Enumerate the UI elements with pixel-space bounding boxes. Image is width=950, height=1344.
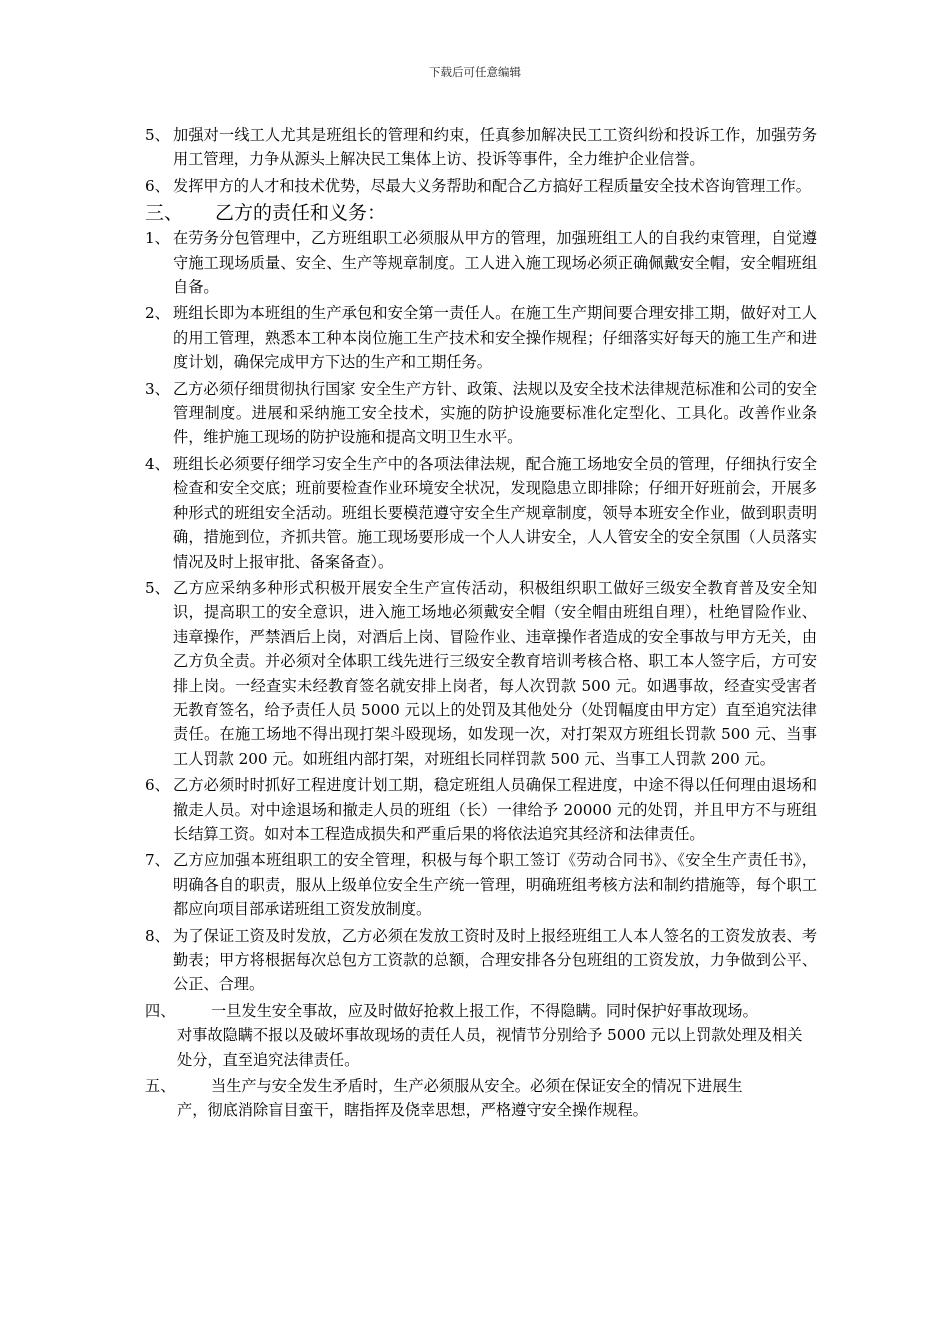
section-heading [145,200,817,226]
item-number: 2、 [145,304,170,323]
section-text-first-line: 一旦发生安全事故，应及时做好抢救上报工作，不得隐瞒。同时保护好事故现场。 [211,1001,758,1020]
section-four [145,999,817,1072]
item-text: 乙方应采纳多种形式积极开展安全生产宣传活动，积极组织职工做好三级安全教育普及安全知识，提高职工的安全意识，进入施工场地必须戴安全帽（安全帽由班组自理），杜绝冒险作业、违章操作，严禁酒后上岗，对酒后上岗、冒险作业、违章操作者造成的安全事故与甲方无关，由乙方负全责。并必须对全体职工线先进行三级安全教育培训考核合格、职工本人签字后，方可安排上岗。一经查实未经教育签名就安排上岗者，每人次罚款 500 元。如遇事故，经查实受害者无教育签名，给予责任人员 5000 元以上的处罚及其他处分（处罚幅度由甲方定）直至追究法律责任。在施工场地不得出现打架斗殴现场，如发现一次，对打架双方班组长罚款 500 元、当事工人罚款 200 元。如班组内部打架，对班组长同样罚款 500 元、当事工人罚款 200 元。 [173,578,817,768]
section-number: 四、 [145,1001,176,1020]
list-item [145,452,817,574]
section-number: 三、 [145,202,184,225]
item-number: 6、 [145,176,170,195]
list-item [145,174,817,198]
page-header: 下载后可任意编辑 [429,65,521,79]
item-text: 为了保证工资及时发放，乙方必须在发放工资时及时上报经班组工人本人签名的工资发放表、考勤表；甲方将根据每次总包方工资款的总额，合理安排各分包班组的工资发放，力争做到公平、公正、合理。 [173,926,817,994]
section-five [145,1074,817,1123]
item-number: 1、 [145,229,170,248]
list-item [145,848,817,921]
section-text: 对事故隐瞒不报以及破坏事故现场的责任人员，视情节分别给予 5000 元以上罚款处理及相关处分，直至追究法律责任。 [177,1026,803,1069]
item-text: 乙方必须仔细贯彻执行国家 安全生产方针、政策、法规以及安全技术法律规范标准和公司的安全管理制度。进展和采纳施工安全技术，实施的防护设施要标准化定型化、工具化。改善作业条件，维护施工现场的防护设施和提高文明卫生水平。 [173,379,817,447]
item-text: 乙方必须时时抓好工程进度计划工期，稳定班组人员确保工程进度，中途不得以任何理由退场和撤走人员。对中途退场和撤走人员的班组（长）一律给予 20000 元的处罚，并且甲方不与班组长结算工资。如对本工程造成损失和严重后果的将依法追究其经济和法律责任。 [173,776,817,843]
item-text: 乙方应加强本班组职工的安全管理，积极与每个职工签订《劳动合同书》、《安全生产责任书》，明确各自的职责，服从上级单位安全生产统一管理，明确班组考核方法和制约措施等，每个职工都应向项目部承诺班组工资发放制度。 [173,851,817,919]
list-item [145,123,817,172]
item-number: 8、 [145,926,170,945]
list-item [145,377,817,450]
section-text: 产，彻底消除盲目蛮干，瞎指挥及侥幸思想，严格遵守安全操作规程。 [177,1101,648,1120]
item-number: 6、 [145,776,170,795]
document-body [145,123,817,1125]
item-text: 加强对一线工人尤其是班组长的管理和约束，任真参加解决民工工资纠纷和投诉工作，加强劳务用工管理，力争从源头上解决民工集体上访、投诉等事件，全力维护企业信誉。 [173,126,817,169]
section-title: 乙方的责任和义务： [215,202,387,225]
item-text: 班组长必须要仔细学习安全生产中的各项法律法规，配合施工场地安全员的管理，仔细执行安全检查和安全交底；班前要检查作业环境安全状况，发现隐患立即排除；仔细开好班前会，开展多种形式的班组安全活动。班组长要模范遵守安全生产规章制度，领导本班安全作业，做到职责明确，措施到位，齐抓共管。施工现场要形成一个人人讲安全，人人管安全的安全氛围（人员落实情况及时上报审批、备案备查）。 [173,454,817,571]
section-text-first-line: 当生产与安全发生矛盾时，生产必须服从安全。必须在保证安全的情况下进展生 [211,1077,743,1096]
item-text: 班组长即为本班组的生产承包和安全第一责任人。在施工生产期间要合理安排工期，做好对工人的用工管理，熟悉本工种本岗位施工生产技术和安全操作规程；仔细落实好每天的施工生产和进度计划，确保完成甲方下达的生产和工期任务。 [173,304,817,372]
section-number: 五、 [145,1077,176,1096]
list-item [145,301,817,374]
item-number: 7、 [145,851,170,870]
list-item [145,924,817,997]
item-number: 3、 [145,379,170,398]
item-number: 4、 [145,454,170,473]
item-text: 发挥甲方的人才和技术优势，尽最大义务帮助和配合乙方搞好工程质量安全技术咨询管理工作。 [173,176,811,195]
item-number: 5、 [145,126,170,144]
item-text: 在劳务分包管理中，乙方班组职工必须服从甲方的管理，加强班组工人的自我约束管理，自觉遵守施工现场质量、安全、生产等规章制度。工人进入施工现场必须正确佩戴安全帽，安全帽班组自备。 [173,229,817,297]
list-item [145,576,817,771]
list-item [145,226,817,299]
list-item [145,773,817,846]
item-number: 5、 [145,578,170,597]
